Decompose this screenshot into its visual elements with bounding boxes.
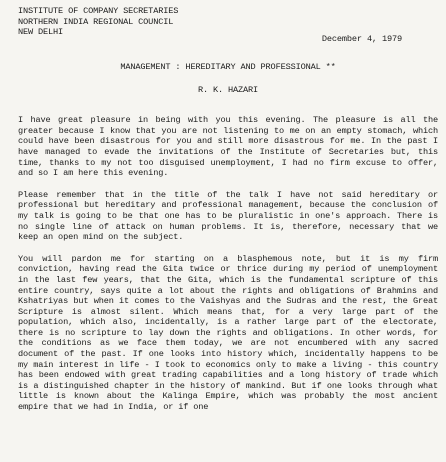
paragraph-title-note: Please remember that in the title of the talk I have not said hereditary or professional but hereditary and professional management, because the conclusion of my talk is going to be that one has to be pluralistic in one's approach. There is no single line of attack on human problems. It is, therefore, necessary that we keep an open mind on the subject. (18, 189, 438, 243)
letterhead-line-city: NEW DELHI (18, 27, 64, 38)
letterhead (18, 6, 438, 38)
document-body (18, 115, 438, 412)
speaker-name: R. K. HAZARI (197, 84, 259, 95)
letterhead-line-council: NORTHERN INDIA REGIONAL COUNCIL (18, 16, 174, 27)
talk-title: MANAGEMENT : HEREDITARY AND PROFESSIONAL ** (120, 62, 336, 72)
paragraph-opening: I have great pleasure in being with you this evening. The pleasure is all the greater because I know that you are not listening to me on an empty stomach, which could have been disastrous for you and still more disastrous for me. In the past I have managed to evade the invitations of the Institute of Secretaries but, this time, thanks to my not too disguised unemployment, I had no firm excuse to offer, and so I am here this evening. (18, 115, 438, 179)
document-header (18, 6, 438, 50)
letterhead-line-institute: INSTITUTE OF COMPANY SECRETARIES (18, 6, 179, 16)
document-date: December 4, 1979 (321, 34, 402, 44)
paragraph-gita: You will pardon me for starting on a blasphemous note, but it is my firm conviction, having read the Gita twice or thrice during my period of unemployment in the last few years, that the Gita, which is the fundamental scripture of this entire country, says quite a lot about the rights and obligations of Brahmins and Kshatriyas but when it comes to the Vaishyas and the Sudras and the rest, the Great Scripture is almost silent. Which means that, for a very large part of the population, which also, incidentally, is a rather large part of the electorate, there is no scripture to lay down the rights and obligations. In other words, for the conditions as we face them today, we are not encumbered with any sacred document of the past. If one looks into history which, incidentally happens to be my main interest in life - I took to economics only to make a living - this country has been endowed with great trading capabilities and a long history of trade which is a distinguished chapter in the history of mankind. But if one looks through what little is known about the Kalinga Empire, which was probably the most ancient empire that we had in India, or if one (18, 253, 438, 413)
page-bottom-edge (0, 456, 446, 462)
